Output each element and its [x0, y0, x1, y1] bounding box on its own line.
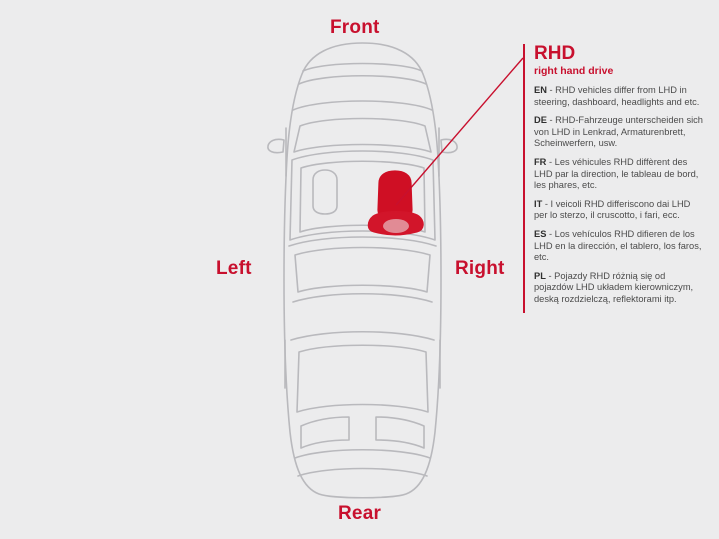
lang-code-de: DE [534, 115, 547, 126]
lang-text-de: - RHD-Fahrzeuge unterscheiden sich von LHD in Lenkrad, Armaturenbrett, Scheinwerfern, usw. [534, 115, 703, 149]
lang-code-fr: FR [534, 156, 547, 167]
rhd-callout-panel [523, 44, 703, 313]
description-it [534, 199, 703, 222]
description-en [534, 85, 703, 108]
lang-text-it: - I veicoli RHD differiscono dai LHD per lo sterzo, il cruscotto, i fari, ecc. [534, 198, 691, 221]
lang-code-en: EN [534, 85, 547, 95]
description-fr [534, 157, 703, 192]
lang-text-pl: - Pojazdy RHD różnią się od pojazdów LHD układem kierowniczym, deską rozdzielczą, reflektorami itp. [534, 270, 694, 304]
description-pl [534, 271, 703, 306]
lang-text-es: - Los vehículos RHD difieren de los LHD en la dirección, el tablero, los faros, etc. [534, 228, 702, 263]
lang-code-es: ES [534, 228, 547, 239]
direction-label-right: Right [455, 258, 505, 279]
direction-label-rear: Rear [338, 503, 382, 524]
rhd-highlight-region [368, 171, 423, 235]
direction-label-left: Left [216, 258, 252, 279]
callout-title: RHD [534, 43, 576, 64]
lang-text-fr: - Les véhicules RHD diffèrent des LHD par la direction, le tableau de bord, les phares, etc. [534, 156, 699, 191]
lang-code-pl: PL [534, 270, 546, 281]
direction-label-front: Front [330, 17, 380, 38]
car-top-view-illustration [255, 40, 470, 500]
lang-text-en: - RHD vehicles differ from LHD in steering, dashboard, headlights and etc. [534, 85, 700, 107]
description-es [534, 229, 703, 264]
callout-subtitle: right hand drive [534, 65, 614, 77]
lang-code-it: IT [534, 198, 543, 209]
car-outline-svg [255, 40, 470, 500]
description-de [534, 115, 703, 150]
